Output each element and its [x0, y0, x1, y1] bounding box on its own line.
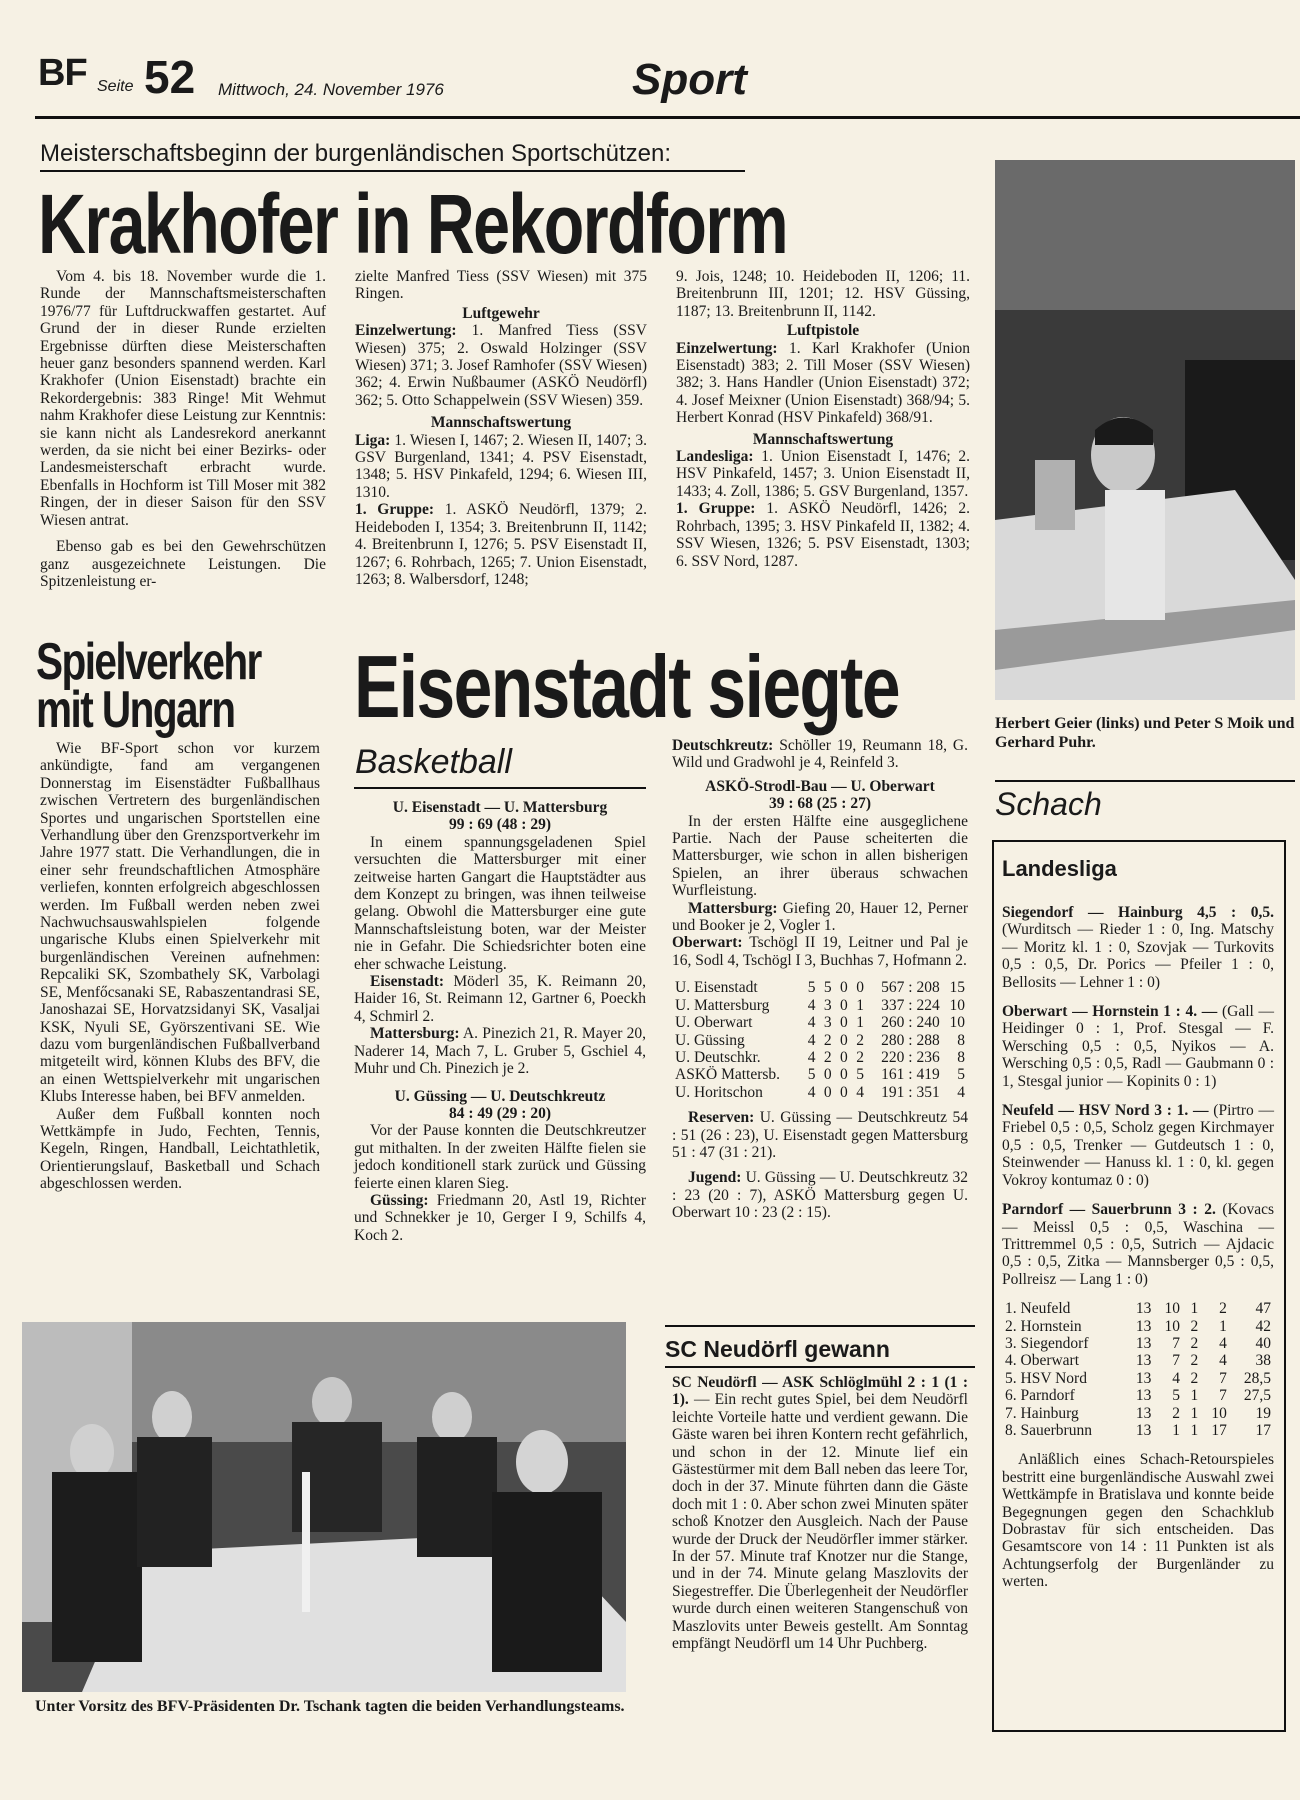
chess-standing-cell: 5	[1172, 1387, 1180, 1405]
article1-col2-intro: zielte Manfred Tiess (SSV Wiesen) mit 375 Ringen.	[355, 268, 647, 303]
chess-standings	[1002, 1300, 1274, 1439]
chess-standing-cell: 1. Neufeld	[1005, 1300, 1071, 1318]
chess-match-3	[1002, 1102, 1274, 1189]
chess-standing-cell: 6. Parndorf	[1005, 1387, 1075, 1405]
game1-score: 99 : 69 (48 : 29)	[448, 816, 552, 834]
luftpistole-landesliga-text: 1. Union Eisenstadt I, 1476; 2. HSV Pinkafeld, 1457; 3. Union Eisenstadt II, 1433; 4. Zoll, 1386; 5. GSV Burgenland, 1357.	[676, 448, 970, 500]
einzel-label: Einzelwertung:	[676, 339, 778, 357]
masthead-rule	[35, 116, 1300, 119]
chess-box	[992, 840, 1286, 1732]
basketball-standing-cell: 0	[840, 1014, 848, 1032]
basketball-standing-cell: 4	[807, 1083, 816, 1101]
chess-standing-row	[1002, 1387, 1274, 1404]
basketball-standing-cell: 161 : 419	[881, 1066, 940, 1084]
basketball-standing-cell: 4	[957, 1083, 965, 1101]
deutschkreutz-scorers-text: Schöller 19, Reumann 18, G. Wild und Gradwohl je 4, Reinfeld 3.	[672, 737, 968, 772]
jugend-text	[672, 1169, 968, 1221]
chess-match-2-title: Oberwart — Hornstein	[1002, 1003, 1159, 1021]
guessing-label: Güssing:	[370, 1191, 429, 1209]
basketball-standing-cell: 5	[807, 979, 816, 997]
basketball-standing-cell: U. Oberwart	[675, 1014, 753, 1032]
basketball-standing-row	[672, 997, 968, 1014]
basketball-standing-cell: 220 : 236	[881, 1048, 940, 1066]
luftpistole-gruppe-text: 1. ASKÖ Neudörfl, 1426; 2. Rohrbach, 1395; 3. HSV Pinkafeld II, 1382; 4. SSV Wiesen, 1326; 5. PSV Eisenstadt, 1303; 6. SSV Nord, 1287.	[676, 500, 970, 570]
basketball-standing-cell: 337 : 224	[881, 996, 940, 1014]
article3-headline: Eisenstadt siegte	[354, 637, 899, 736]
basketball-standing-cell: 1	[856, 996, 864, 1014]
article4-match-line: SC Neudörfl — ASK Schlöglmühl 2 : 1 (1 : 1).	[672, 1374, 968, 1409]
mattersburg2-scorers	[672, 900, 968, 935]
basketball-standing-cell: U. Horitschon	[675, 1083, 763, 1101]
chess-standing-cell: 4	[1219, 1352, 1227, 1370]
basketball-standing-cell: 4	[807, 1048, 816, 1066]
guessing-scorers	[354, 1192, 646, 1244]
masthead-seite: Seite	[97, 78, 134, 95]
neudoerfl-top-rule	[665, 1325, 975, 1327]
chess-match-4	[1002, 1201, 1274, 1288]
chess-standing-cell: 47	[1255, 1300, 1271, 1318]
chess-match-3-text: (Pirtro — Friebel 0,5 : 0,5, Scholz gegen Kirchmayer 0,5 : 0,5, Trenker — Gutdeutsch 1 : 0, Steinwender — Hanuss kl. 1 : 0, kl. gegen Vokroy kontumaz 0 : 0)	[1002, 1102, 1275, 1189]
mannschaft-heading: Mannschaftswertung	[430, 414, 572, 432]
chess-standing-cell: 17	[1211, 1421, 1227, 1439]
chess-section-label: Schach	[995, 786, 1102, 822]
basketball-standing-row	[672, 1014, 968, 1031]
chess-standing-cell: 5. HSV Nord	[1005, 1369, 1087, 1387]
article1-para: Vom 4. bis 18. November wurde die 1. Runde der Mannschaftsmeisterschaften 1976/77 für Luftdruckwaffen gestartet. Auf Grund der in dieser Runde erzielten Ergebnisse dürften diese Meisterschaften heuer ganz besonders spannend werden. Karl Krakhofer (Union Eisenstadt) brachte ein Rekordergebnis: 383 Ringe! Mit Wehmut nahm Krakhofer diese Leistung zur Kenntnis: sie kann nicht als Landesrekord anerkannt werden, da sie nicht bei einer Bezirks- oder Landesmeisterschaft erbracht wurde. Ebenfalls in Hochform ist Till Moser mit 382 Ringen, der in dieser Saison für den SSV Wiesen antrat.	[40, 268, 326, 529]
reserven-label: Reserven:	[688, 1109, 755, 1127]
basketball-standing-cell: 0	[840, 979, 848, 997]
luftgewehr-liga-text: 1. Wiesen I, 1467; 2. Wiesen II, 1407; 3. GSV Burgenland, 1341; 4. PSV Eisenstadt, 1348; 5. HSV Pinkafeld, 1294; 6. Wiesen III, 1310.	[355, 431, 647, 501]
chess-standing-row	[1002, 1335, 1274, 1352]
oberwart-scorers-text: Tschögl II 19, Leitner und Pal je 16, Sodl 4, Tschögl I 3, Buchhas 7, Hofmann 2.	[672, 934, 968, 969]
chess-match-2-score: 1 : 4. —	[1158, 1003, 1218, 1021]
article2-headline-1: Spielverkehr	[36, 633, 261, 691]
chess-standing-cell: 7	[1172, 1352, 1180, 1370]
basketball-standing-row	[672, 1049, 968, 1066]
chess-standing-cell: 2	[1172, 1404, 1180, 1422]
basketball-standing-cell: 260 : 240	[881, 1014, 940, 1032]
game3-score: 39 : 68 (25 : 27)	[768, 795, 872, 813]
liga-label: Liga:	[355, 431, 391, 449]
article4-headline: SC Neudörfl gewann	[665, 1336, 890, 1362]
chess-standing-cell: 13	[1135, 1369, 1152, 1387]
chess-standing-cell: 2	[1190, 1369, 1199, 1387]
chess-standing-cell: 1	[1190, 1300, 1199, 1318]
game1-title: U. Eisenstadt — U. Mattersburg	[392, 799, 608, 816]
oberwart-label: Oberwart:	[672, 934, 743, 952]
chess-standing-cell: 2	[1190, 1352, 1199, 1370]
masthead-date: Mittwoch, 24. November 1976	[218, 80, 444, 99]
chess-top-rule	[995, 780, 1295, 782]
chess-standing-cell: 27,5	[1243, 1387, 1271, 1405]
article2-para: Wie BF-Sport schon vor kurzem ankündigte, fand am vergangenen Donnerstag im Eisenstädter Fußballhaus zwischen Vertretern des burgenländischen Sportes und ungarischen Sportstellen eine Verhandlung über den Grenzsportverkehr im Jahre 1977 statt. Die Verhandlungen, die in einer sehr freundschaftlichen Atmosphäre verliefen, konnten erfolgreich abgeschlossen werden. Im Fußball werden neben zwei Nachwuchsauswahlspielen folgende ungarische Klubs einen Spielverkehr mit burgenländischen Vereinen aufnehmen: Repcaliki SK, Szombathely SK, Varbolagi SE, Menfőcsanaki SE, Rabaszentandrasi SE, Janoshazai SE, Horvatzsidanyi SK, Vasaljai KSK, Nyuli SE, Györszentivani SE. Wie dazu vom burgenländischen Fußballverband mitgeteilt wird, können Klubs des BFV, die an einen Wettspielverkehr mit ungarischen Klubs Interesse haben, bei BFV anmelden.	[40, 740, 320, 1106]
chess-standing-cell: 2	[1219, 1300, 1227, 1318]
chess-standing-cell: 13	[1135, 1387, 1152, 1405]
article4-report: — Ein recht gutes Spiel, bei dem Neudörfl leichte Vorteile hatte und verdient gewann. Die Gäste waren bei ihren Kontern recht gefährlich, und schon in der 12. Minute lief ein Gästestürmer mit dem Ball neben das leere Tor, doch in der 37. Minute führten dann die Gäste doch mit 1 : 0. Aber schon zwei Minuten später schoß Knotzer den Ausgleich. Nach der Pause wurde der Druck der Neudörfler immer stärker. In der 57. Minute traf Knotzer nur die Stange, und in der 74. Minute gelang Maszlovits der Siegestreffer. Die Überlegenheit der Neudörfler wurde durch einen weiteren Stangenschuß von Maszlovits unter Beweis gestellt. Am Sonntag empfängt Neudörfl um 14 Uhr Puchberg.	[672, 1391, 968, 1653]
luftpistole-gruppe	[676, 500, 970, 570]
luftgewehr-gruppe	[355, 501, 647, 588]
basketball-standing-cell: 280 : 288	[881, 1031, 940, 1049]
game2-score: 84 : 49 (29 : 20)	[448, 1104, 552, 1122]
article3-column-2	[672, 737, 968, 1222]
luftpistole-landesliga	[676, 448, 970, 500]
chess-match-2	[1002, 1003, 1274, 1090]
chess-closing: Anläßlich eines Schach-Retourspieles bestritt eine burgenländische Auswahl zwei Wettkämpfe in Bratislava und konnte beide Begegnungen gegen den Schachklub Dobrastav für sich entscheiden. Das Gesamtscore von 14 : 11 Punkten ist als Achtungserfolg der Burgenländer zu werten.	[1002, 1451, 1274, 1591]
article1-column-2	[355, 268, 647, 588]
chess-standing-cell: 8. Sauerbrunn	[1005, 1421, 1092, 1439]
basketball-standing-cell: 0	[840, 1031, 848, 1049]
chess-standing-cell: 1	[1219, 1317, 1227, 1335]
kicker-underline	[40, 170, 745, 172]
chess-match-1-text: (Wurditsch — Rieder 1 : 0, Ing. Matschy — Moritz kl. 1 : 0, Szovjak — Turkovits 0,5 : 0,5, Dr. Porics — Pfeiler 1 : 0, Bellosits — Lehner 1 : 0)	[1002, 921, 1274, 991]
chess-standing-row	[1002, 1370, 1274, 1387]
eisenstadt-scorers	[354, 973, 646, 1025]
chess-standing-cell: 4	[1172, 1369, 1180, 1387]
basketball-standing-cell: 8	[957, 1048, 965, 1066]
basketball-standing-cell: 0	[840, 996, 848, 1014]
chess-standing-cell: 4. Oberwart	[1005, 1352, 1080, 1370]
jugend-label: Jugend:	[688, 1169, 742, 1187]
basketball-standing-cell: U. Mattersburg	[675, 996, 770, 1014]
basketball-standing-cell: 1	[856, 1014, 864, 1032]
basketball-standing-cell: 8	[957, 1031, 965, 1049]
chess-standing-cell: 1	[1190, 1421, 1199, 1439]
article2-para: Außer dem Fußball konnten noch Wettkämpfe in Judo, Fechten, Tennis, Kegeln, Ringen, Handball, Leichtathletik, Orientierungslauf, Basketball und Schach abgeschlossen werden.	[40, 1105, 320, 1193]
game3-text: In der ersten Hälfte eine ausgeglichene Partie. Nach der Pause scheiterten die Mattersburger, wie schon in allen bisherigen Spielen, an ihrer überaus schwachen Wurfleistung.	[672, 812, 968, 900]
basketball-standing-cell: 10	[949, 1014, 965, 1032]
gruppe-label: 1. Gruppe:	[676, 500, 756, 518]
chess-standing-cell: 2	[1190, 1317, 1199, 1335]
chess-standing-cell: 19	[1255, 1404, 1271, 1422]
luftgewehr-heading: Luftgewehr	[462, 304, 540, 322]
luftgewehr-einzel	[355, 322, 647, 409]
mattersburg2-label: Mattersburg:	[688, 899, 778, 917]
deutschkreutz-label: Deutschkreutz:	[672, 737, 774, 754]
chess-standing-cell: 7	[1219, 1369, 1227, 1387]
basketball-standing-cell: 4	[807, 1014, 816, 1032]
game1-text: In einem spannungsgeladenen Spiel versuchten die Mattersburger mit einer zeitweise harten Gangart die Hauptstädter aus dem Konzept zu bringen, was ihnen teilweise gelang. Obwohl die Mattersburger eine gute Mannschaftsleistung boten, war der Meister nie in Gefahr. Die Schiedsrichter boten eine eher schwache Leistung.	[354, 833, 646, 973]
chess-standing-cell: 10	[1164, 1317, 1180, 1335]
neudoerfl-rule	[665, 1366, 975, 1368]
basketball-standing-cell: 2	[823, 1048, 832, 1066]
basketball-standing-cell: 5	[856, 1066, 864, 1084]
chess-standing-cell: 28,5	[1243, 1369, 1271, 1387]
chess-standing-cell: 2. Hornstein	[1005, 1317, 1082, 1335]
luftgewehr-liga	[355, 432, 647, 502]
chess-standing-row	[1002, 1352, 1274, 1369]
article4-body	[672, 1374, 968, 1653]
game3-title: ASKÖ-Strodl-Bau — U. Oberwart	[705, 777, 935, 795]
chess-match-4-title: Parndorf — Sauerbrunn	[1002, 1201, 1172, 1219]
meeting-photo	[22, 1322, 626, 1692]
chess-standing-cell: 10	[1164, 1300, 1180, 1318]
gruppe-label: 1. Gruppe:	[355, 501, 435, 519]
basketball-standing-cell: U. Deutschkr.	[675, 1048, 761, 1066]
basketball-standing-row	[672, 1032, 968, 1049]
basketball-standing-row	[672, 979, 968, 996]
reserven-results: U. Güssing — Deutschkreutz 54 : 51 (26 : 23), U. Eisenstadt gegen Mattersburg 51 : 47 (31 : 21).	[672, 1109, 968, 1161]
article1-headline: Krakhofer in Rekordform	[38, 177, 788, 271]
basketball-standing-cell: 0	[823, 1083, 832, 1101]
chess-match-4-text: (Kovacs — Meissl 0,5 : 0,5, Waschina — Trittremmel 0,5 : 0,5, Sutrich — Ajdacic 0,5 : 0,5, Zitka — Mannsberger 0,5 : 0,5, Pollreisz — Lang 1 : 0)	[1002, 1201, 1274, 1288]
basketball-standing-row	[672, 1066, 968, 1083]
chess-standing-cell: 40	[1255, 1334, 1271, 1352]
chess-standing-cell: 38	[1255, 1352, 1271, 1370]
chess-standing-row	[1002, 1318, 1274, 1335]
basketball-standing-cell: U. Güssing	[675, 1031, 745, 1049]
chess-standing-cell: 13	[1135, 1352, 1152, 1370]
basketball-standing-cell: 4	[807, 996, 816, 1014]
einzel-label: Einzelwertung:	[355, 322, 457, 340]
article1-column-1	[40, 268, 326, 590]
mattersburg2-scorers-text: Giefing 20, Hauer 12, Perner und Booker je 2, Vogler 1.	[672, 899, 968, 935]
chess-standing-row	[1002, 1300, 1274, 1317]
chess-match-2-text: (Gall — Heidinger 0 : 1, Prof. Stesgal — F. Wersching 0,5 : 0,5, Nyikos — A. Wersching 0,5 : 0,5, Radl — Gaubmann 0 : 1, Stesgal junior — Kopinits 0 : 1)	[1002, 1003, 1274, 1090]
eisenstadt-scorers-text: Möderl 35, K. Reimann 20, Haider 16, St. Reimann 12, Gartner 6, Poeckh 4, Schmirl 2.	[354, 973, 646, 1025]
mattersburg-scorers-text: A. Pinezich 21, R. Mayer 20, Naderer 14, Mach 7, L. Gruber 5, Gschiel 4, Muhr und Ch. Pinezich je 2.	[354, 1025, 646, 1078]
luftpistole-einzel	[676, 340, 970, 427]
basketball-standing-cell: 191 : 351	[881, 1083, 940, 1101]
basketball-standing-cell: 3	[823, 996, 832, 1014]
chess-match-1-title: Siegendorf — Hainburg	[1002, 904, 1183, 921]
chess-results	[1002, 904, 1274, 1591]
game2-text: Vor der Pause konnten die Deutschkreutzer gut mithalten. In der zweiten Hälfte fielen sie jedoch konditionell stark zurück und Güssing feierte einen klaren Sieg.	[354, 1122, 646, 1192]
photo-illustration	[995, 160, 1295, 700]
chess-match-4-score: 3 : 2.	[1171, 1201, 1216, 1219]
basketball-standings	[672, 979, 968, 1101]
luftpistole-einzel-text: 1. Karl Krakhofer (Union Eisenstadt) 383; 2. Till Moser (SSV Wiesen) 382; 3. Hans Handler (Union Eisenstadt) 372; 4. Josef Meixner (Union Eisenstadt) 368/94; 5. Herbert Konrad (HSV Pinkafeld) 368/91.	[676, 339, 970, 427]
article1-column-3	[676, 268, 970, 570]
masthead-section: Sport	[632, 55, 747, 104]
luftgewehr-gruppe-text: 1. ASKÖ Neudörfl, 1379; 2. Heideboden I, 1354; 3. Breitenbrunn II, 1142; 4. Breitenbrunn I, 1276; 5. PSV Eisenstadt II, 1267; 6. Rohrbach, 1265; 7. Union Eisenstadt, 1263; 8. Walbersdorf, 1248;	[355, 501, 648, 588]
article1-para: Ebenso gab es bei den Gewehrschützen ganz ausgezeichnete Leistungen. Die Spitzenleistung er-	[40, 538, 326, 590]
basketball-standing-cell: 2	[856, 1048, 864, 1066]
basketball-standing-cell: 5	[957, 1066, 965, 1084]
luftgewehr-einzel-text: 1. Manfred Tiess (SSV Wiesen) 375; 2. Oswald Holzinger (SSV Wiesen) 371; 3. Josef Ramhofer (SSV Wiesen) 362; 4. Erwin Nußbaumer (ASKÖ Neudörfl) 362; 5. Otto Schappelwein (SSV Wiesen) 359.	[355, 322, 647, 409]
basketball-standing-cell: 10	[949, 996, 965, 1014]
basketball-standing-cell: 4	[807, 1031, 816, 1049]
chess-standing-cell: 17	[1255, 1421, 1271, 1439]
article3-column-1	[354, 799, 646, 1244]
reserven-text	[672, 1109, 968, 1161]
basketball-standing-cell: 15	[949, 979, 965, 997]
basketball-standing-cell: 2	[856, 1031, 864, 1049]
mattersburg-label: Mattersburg:	[370, 1025, 460, 1043]
chess-standing-cell: 7. Hainburg	[1005, 1404, 1079, 1422]
basketball-standing-cell: 4	[856, 1083, 864, 1101]
photo1-caption: Herbert Geier (links) und Peter S Moik und Gerhard Puhr.	[995, 715, 1295, 751]
article1-kicker: Meisterschaftsbeginn der burgenländischen Sportschützen:	[40, 140, 672, 167]
basketball-standing-cell: 5	[807, 1066, 816, 1084]
basketball-standing-cell: 0	[840, 1066, 848, 1084]
table-tennis-photo	[995, 160, 1295, 700]
basketball-standing-cell: U. Eisenstadt	[675, 979, 758, 997]
mannschaft-heading-2: Mannschaftswertung	[752, 430, 894, 448]
chess-standing-cell: 13	[1135, 1404, 1152, 1422]
basketball-standing-cell: 3	[823, 1014, 832, 1032]
basketball-standing-cell: 0	[840, 1083, 848, 1101]
deutschkreutz-scorers	[672, 737, 968, 772]
oberwart-scorers	[672, 934, 968, 969]
meeting-illustration	[22, 1322, 626, 1692]
chess-standing-cell: 4	[1219, 1334, 1227, 1352]
chess-standing-cell: 13	[1135, 1421, 1152, 1439]
basketball-rule	[354, 787, 646, 789]
basketball-standing-cell: 0	[823, 1066, 832, 1084]
chess-standing-cell: 1	[1172, 1421, 1180, 1439]
luftpistole-heading: Luftpistole	[786, 322, 860, 340]
basketball-standing-cell: 567 : 208	[881, 979, 940, 997]
basketball-standing-cell: 2	[823, 1031, 832, 1049]
article4-text	[672, 1374, 968, 1653]
chess-standing-cell: 3. Siegendorf	[1005, 1334, 1089, 1352]
guessing-scorers-text: Friedmann 20, Astl 19, Richter und Schnekker je 10, Gerger I 9, Schilfs 4, Koch 2.	[354, 1191, 646, 1244]
chess-league: Landesliga	[1002, 856, 1117, 881]
basketball-section-label: Basketball	[355, 743, 512, 781]
chess-standing-cell: 1	[1190, 1404, 1199, 1422]
chess-standing-cell: 7	[1172, 1334, 1180, 1352]
masthead-brand: BF	[38, 52, 87, 94]
jugend-results: U. Güssing — U. Deutschkreutz 32 : 23 (20 : 7), ASKÖ Mattersburg gegen U. Oberwart 10 : 23 (2 : 15).	[672, 1169, 968, 1222]
chess-standing-cell: 10	[1211, 1404, 1227, 1422]
chess-standing-row	[1002, 1422, 1274, 1439]
article2-body	[40, 740, 320, 1193]
chess-match-1-score: 4,5 : 0,5.	[1182, 904, 1274, 921]
chess-standing-cell: 7	[1219, 1387, 1227, 1405]
chess-standing-cell: 2	[1190, 1334, 1199, 1352]
chess-match-1	[1002, 904, 1274, 991]
article2-headline-2: mit Ungarn	[36, 681, 235, 739]
photo2-caption: Unter Vorsitz des BFV-Präsidenten Dr. Tschank tagten die beiden Verhandlungsteams.	[35, 1698, 625, 1715]
chess-standing-cell: 13	[1135, 1334, 1152, 1352]
landesliga-label: Landesliga:	[676, 448, 754, 466]
chess-match-3-score: 3 : 1. —	[1149, 1102, 1209, 1120]
basketball-standing-cell: 0	[840, 1048, 848, 1066]
basketball-standing-row	[672, 1084, 968, 1101]
chess-standing-cell: 13	[1135, 1317, 1152, 1335]
basketball-standing-cell: 5	[823, 979, 832, 997]
article1-col3-cont: 9. Jois, 1248; 10. Heideboden II, 1206; 11. Breitenbrunn III, 1201; 12. HSV Güssing, 1187; 13. Breitenbrunn II, 1142.	[676, 268, 970, 320]
masthead-page-number: 52	[144, 51, 196, 103]
game2-title: U. Güssing — U. Deutschkreutz	[394, 1087, 606, 1105]
chess-standing-row	[1002, 1405, 1274, 1422]
basketball-standing-cell: ASKÖ Mattersb.	[675, 1066, 781, 1084]
chess-standing-cell: 42	[1255, 1317, 1271, 1335]
chess-standing-cell: 13	[1135, 1300, 1152, 1318]
eisenstadt-label: Eisenstadt:	[370, 973, 445, 991]
chess-match-3-title: Neufeld — HSV Nord	[1002, 1102, 1150, 1120]
basketball-standing-cell: 0	[856, 979, 864, 997]
mattersburg-scorers	[354, 1025, 646, 1077]
chess-standing-cell: 1	[1190, 1387, 1199, 1405]
